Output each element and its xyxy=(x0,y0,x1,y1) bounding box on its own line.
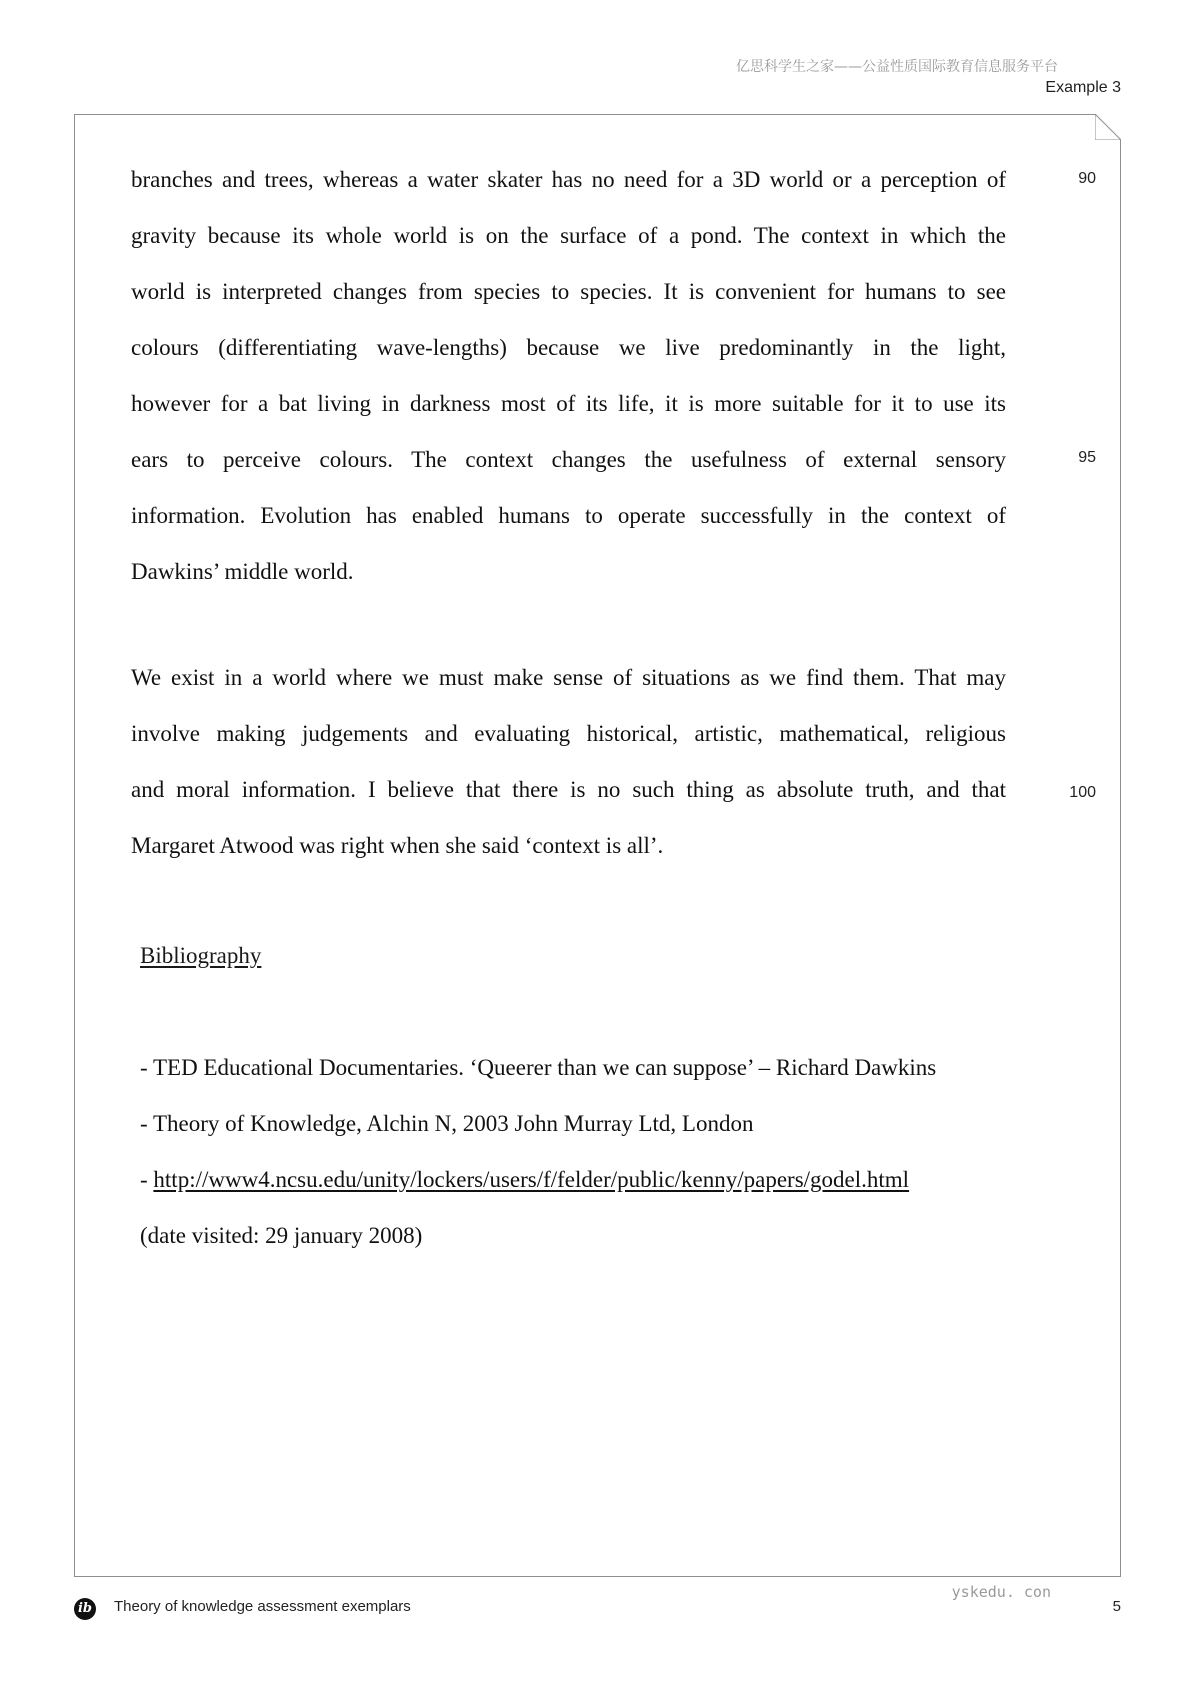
example-label: Example 3 xyxy=(1045,79,1121,96)
ib-logo-icon: ib xyxy=(74,1598,96,1620)
line-number-90: 90 xyxy=(1078,170,1096,187)
essay-line: We exist in a world where we must make sense of situations as we find them. That may xyxy=(131,665,1006,690)
bibliography-item: - TED Educational Documentaries. ‘Queerer than we can suppose’ – Richard Dawkins xyxy=(140,1055,937,1080)
essay-line: Margaret Atwood was right when she said ‘context is all’. xyxy=(131,833,664,858)
essay-line: and moral information. I believe that there is no such thing as absolute truth, and that xyxy=(131,777,1006,802)
bibliography-item: (date visited: 29 january 2008) xyxy=(140,1223,423,1248)
essay-paragraph-2 xyxy=(131,650,1006,874)
bibliography-item xyxy=(140,1152,1040,1208)
bibliography-url-link[interactable]: http://www4.ncsu.edu/unity/lockers/users/f/felder/public/kenny/papers/godel.html xyxy=(153,1167,910,1192)
essay-line: branches and trees, whereas a water skater has no need for a 3D world or a perception of xyxy=(131,167,1006,192)
essay-line: however for a bat living in darkness most of its life, it is more suitable for it to use its xyxy=(131,391,1006,416)
essay-line: world is interpreted changes from species to species. It is convenient for humans to see xyxy=(131,279,1006,304)
essay-line: Dawkins’ middle world. xyxy=(131,559,354,584)
bibliography-heading: Bibliography xyxy=(140,943,262,968)
footer-title: Theory of knowledge assessment exemplars xyxy=(114,1598,411,1615)
line-number-95: 95 xyxy=(1078,449,1096,466)
header-watermark: 亿思科学生之家——公益性质国际教育信息服务平台 xyxy=(736,59,1058,75)
essay-paragraph-1 xyxy=(131,152,1006,600)
essay-line: ears to perceive colours. The context changes the usefulness of external sensory xyxy=(131,447,1006,472)
footer-watermark: yskedu. con xyxy=(951,1583,1051,1601)
essay-line: colours (differentiating wave-lengths) because we live predominantly in the light, xyxy=(131,335,1006,360)
bibliography-item: - Theory of Knowledge, Alchin N, 2003 John Murray Ltd, London xyxy=(140,1111,754,1136)
essay-line: gravity because its whole world is on the surface of a pond. The context in which the xyxy=(131,223,1006,248)
essay-line: information. Evolution has enabled humans to operate successfully in the context of xyxy=(131,503,1006,528)
essay-line: involve making judgements and evaluating historical, artistic, mathematical, religious xyxy=(131,721,1006,746)
page-number: 5 xyxy=(1112,1598,1121,1615)
bibliography-item-prefix: - xyxy=(140,1167,154,1192)
bibliography-list xyxy=(140,1040,1040,1264)
line-number-100: 100 xyxy=(1069,784,1096,801)
page-fold-corner xyxy=(1095,114,1121,140)
